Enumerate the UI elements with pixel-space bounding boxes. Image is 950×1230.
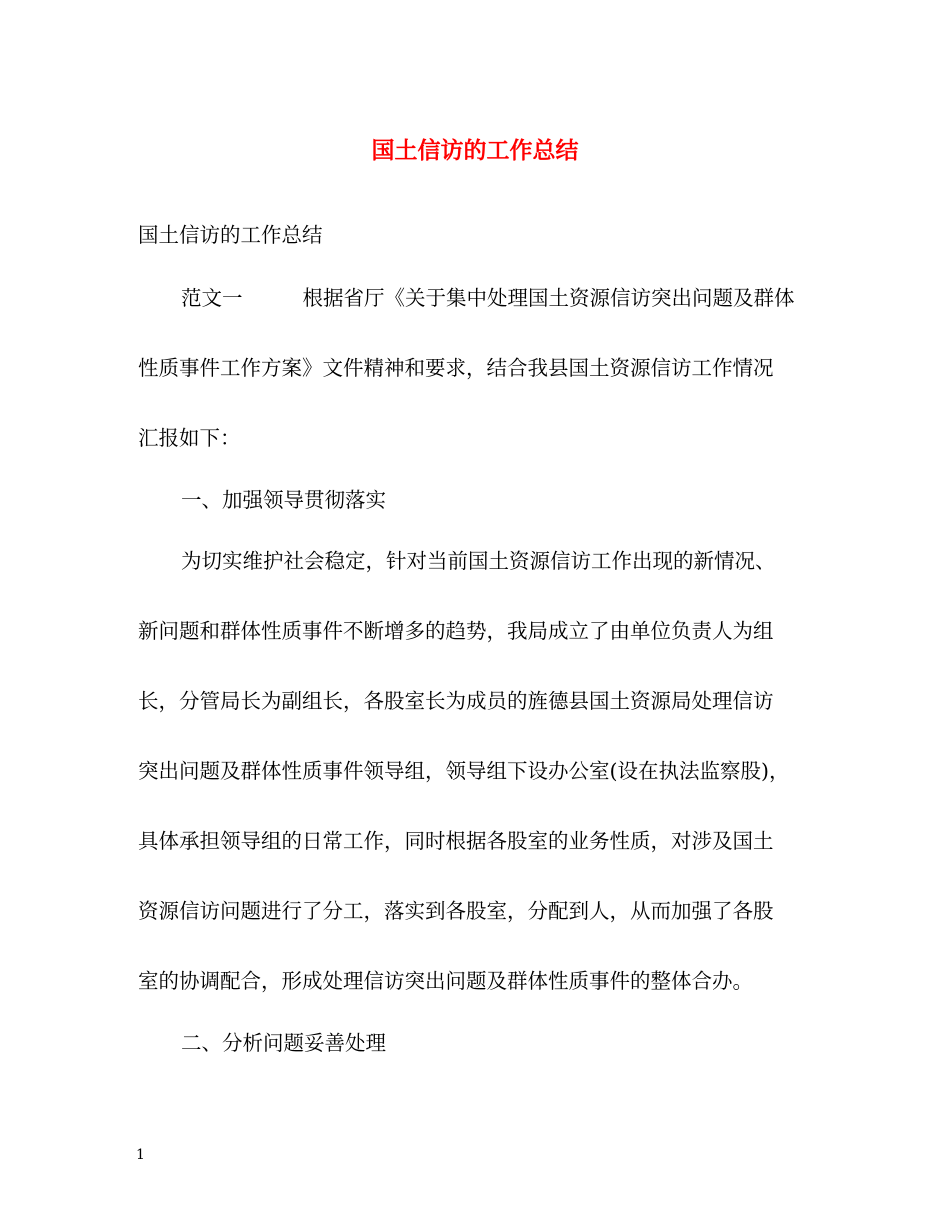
document-title: 国土信访的工作总结 <box>371 137 579 164</box>
paragraph-line-text: 根据省厅《关于集中处理国土资源信访突出问题及群体 <box>302 286 795 310</box>
paragraph-line: 室的协调配合，形成处理信访突出问题及群体性质事件的整体合办。 <box>138 969 753 993</box>
paragraph-line: 资源信访问题进行了分工，落实到各股室，分配到人，从而加强了各股 <box>138 899 774 923</box>
paragraph-line: 长，分管局长为副组长，各股室长为成员的旌德县国土资源局处理信访 <box>138 689 774 713</box>
paragraph-line: 为切实维护社会稳定，针对当前国土资源信访工作出现的新情况、 <box>181 549 776 573</box>
paragraph-line <box>181 283 795 313</box>
paragraph-line: 性质事件工作方案》文件精神和要求，结合我县国土资源信访工作情况 <box>138 356 774 380</box>
paragraph-line: 新问题和群体性质事件不断增多的趋势，我局成立了由单位负责人为组 <box>138 619 774 643</box>
paragraph-line: 突出问题及群体性质事件领导组，领导组下设办公室(设在执法监察股)， <box>138 759 790 783</box>
paragraph-line: 汇报如下： <box>138 426 241 450</box>
document-subtitle: 国土信访的工作总结 <box>138 223 323 247</box>
section-heading: 二、分析问题妥善处理 <box>181 1031 386 1055</box>
example-label: 范文一 <box>181 286 243 310</box>
page-number: 1 <box>136 1147 145 1163</box>
section-heading: 一、加强领导贯彻落实 <box>181 488 386 512</box>
paragraph-line: 具体承担领导组的日常工作，同时根据各股室的业务性质，对涉及国土 <box>138 829 774 853</box>
